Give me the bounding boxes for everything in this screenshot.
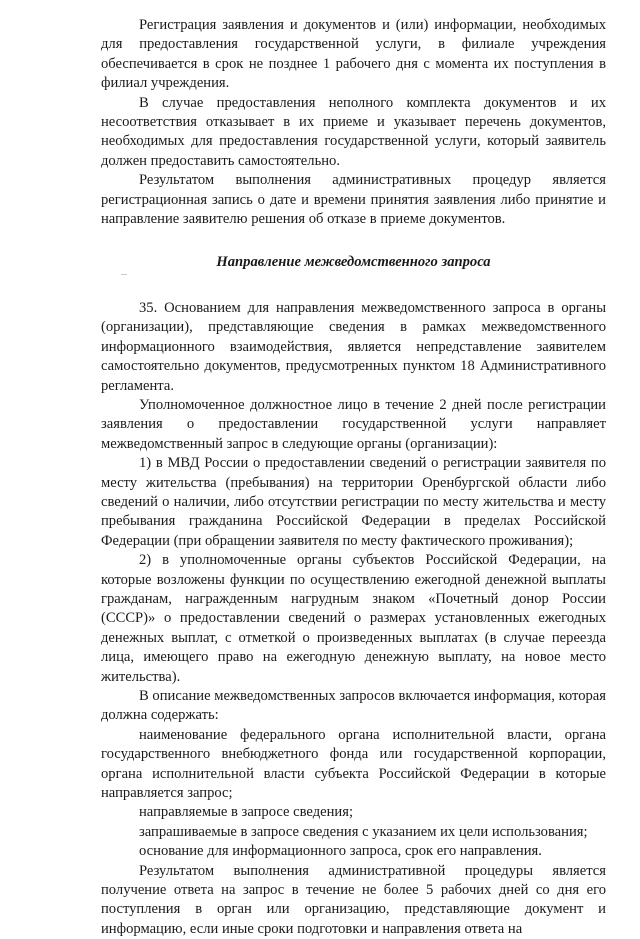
paragraph-agency-name: наименование федерального органа исполнительной власти, органа государственного внебюджетного фонда или государственной корпорации, органа исполнительной власти субъекта Российской Федерации в которые направляется запрос; (101, 726, 606, 802)
paragraph-request-description: В описание межведомственных запросов включается информация, которая должна содержать: (101, 688, 606, 724)
scan-artifact (121, 274, 127, 275)
paragraph-registration: Регистрация заявления и документов и (или) информации, необходимых для предоставления государственной услуги, в филиале учреждения обеспечивается в срок не позднее 1 рабочего дня с момента их поступления в филиал учреждения. (101, 17, 606, 92)
paragraph-result-registration: Результатом выполнения административных процедур является регистрационная запись о дате и времени принятия заявления либо принятие и направление заявителю решения об отказе в приеме документов. (101, 172, 606, 228)
paragraph-35-basis: 35. Основанием для направления межведомственного запроса в органы (организации), представляющие сведения в рамках межведомственного информационного взаимодействия, является непредставление заявителем самостоятельно документов, предусмотренных пунктом 18 Административного регламента. (101, 299, 606, 394)
section-heading: Направление межведомственного запроса (216, 254, 491, 271)
paragraph-sent-info: направляемые в запросе сведения; (139, 804, 354, 821)
paragraph-requested-info: запрашиваемые в запросе сведения с указанием их цели использования; (139, 823, 588, 840)
paragraph-item-2-authorities: 2) в уполномоченные органы субъектов Российской Федерации, на которые возложены функции по осуществлению ежегодной денежной выплаты гражданам, награжденным нагрудным знаком «Почетный донор России (СССР)» о предоставлении сведений о размерах установленных ежегодных денежных выплат, с отметкой о произведенных выплатах (в случае переезда лица, имеющего право на ежегодную денежную выплату, на новое место жительства). (101, 552, 606, 685)
paragraph-request-basis: основание для информационного запроса, срок его направления. (139, 843, 542, 860)
paragraph-authorized-official: Уполномоченное должностное лицо в течение 2 дней после регистрации заявления о предоставлении государственной услуги направляет межведомственный запрос в следующие органы (организации): (101, 396, 606, 452)
paragraph-incomplete-docs: В случае предоставления неполного комплекта документов и их несоответствия отказывает в их приеме и указывает перечень документов, необходимых для предоставления государственной услуги, который заявитель должен предоставить самостоятельно. (101, 94, 606, 169)
paragraph-item-1-mvd: 1) в МВД России о предоставлении сведений о регистрации заявителя по месту жительства (пребывания) на территории Оренбургской области либо сведений о наличии, либо отсутствии регистрации по месту жительства и месту пребывания гражданина Российской Федерации в пределах Российской Федерации (при обращении заявителя по месту фактического проживания); (101, 455, 606, 549)
paragraph-result-response: Результатом выполнения административной процедуры является получение ответа на запрос в течение не более 5 рабочих дней со дня его поступления в орган или организацию, представляющие документ и информацию, если иные сроки подготовки и направления ответа на (101, 862, 606, 937)
